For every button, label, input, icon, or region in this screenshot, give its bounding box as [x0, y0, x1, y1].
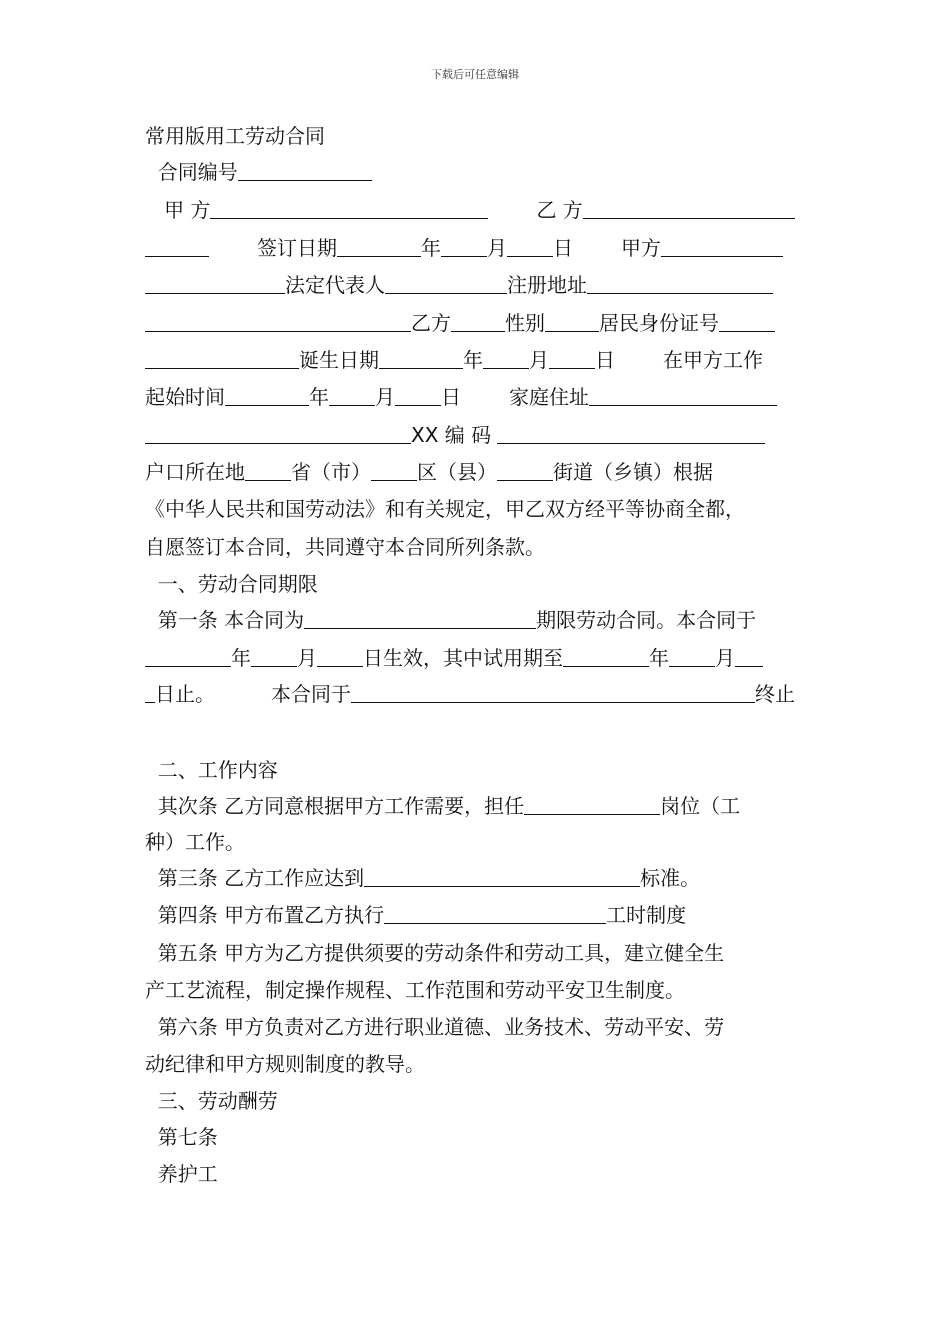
birth-day-field[interactable] — [549, 348, 595, 369]
legal-rep-line — [145, 273, 807, 297]
party-b-label-2: 乙方 — [411, 311, 451, 335]
contract-number-line — [145, 160, 807, 184]
contract-number-field[interactable] — [238, 160, 372, 181]
article-5-cont: 产工艺流程，制定操作规程、工作范围和劳动平安卫生制度。 — [145, 978, 685, 1002]
contract-number-label: 合同编号 — [157, 160, 238, 184]
reg-address-field[interactable] — [587, 273, 773, 294]
working-hours-field[interactable] — [384, 903, 606, 924]
hukou-label: 户口所在地 — [145, 460, 245, 484]
birth-date-line — [145, 348, 807, 372]
article-6-cont: 动纪律和甲方规则制度的教导。 — [145, 1052, 425, 1076]
province-field[interactable] — [245, 460, 291, 481]
page-header: 下载后可任意编辑 — [431, 68, 519, 81]
district-field[interactable] — [371, 460, 417, 481]
article-6-line: 第六条 甲方负责对乙方进行职业道德、业务技术、劳动平安、劳 — [157, 1015, 725, 1039]
party-b-label: 乙 方 — [536, 198, 583, 222]
postcode-field[interactable] — [497, 423, 765, 444]
sign-date-label: 签订日期 — [257, 236, 337, 260]
postcode-label: XX 编 码 — [411, 423, 492, 447]
effective-month-field[interactable] — [251, 646, 297, 667]
probation-month-field[interactable] — [669, 646, 715, 667]
district-label: 区（县） — [417, 460, 497, 484]
effective-year-field[interactable] — [145, 646, 231, 667]
party-b-name-field[interactable] — [451, 311, 505, 332]
maintenance-line: 养护工 — [157, 1162, 218, 1186]
start-month-field[interactable] — [329, 385, 375, 406]
home-address-label: 家庭住址 — [509, 385, 589, 409]
article-5-line: 第五条 甲方为乙方提供须要的劳动条件和劳动工具，建立健全生 — [157, 941, 725, 965]
work-start-label: 在甲方工作 — [663, 348, 763, 372]
party-a-field-2[interactable] — [661, 236, 783, 257]
legal-rep-field[interactable] — [385, 273, 507, 294]
article-2-cont: 种）工作。 — [145, 830, 245, 854]
article-2-line: 其次条 乙方同意根据甲方工作需要，担任 岗位（工 — [157, 794, 741, 818]
article-1-end-line: 日止。 本合同于 终止 — [145, 682, 807, 706]
start-time-line — [145, 385, 807, 409]
section-heading-1: 一、劳动合同期限 — [157, 572, 318, 596]
section-heading-2: 二、工作内容 — [157, 758, 278, 782]
id-number-label: 居民身份证号 — [599, 311, 719, 335]
sign-month-field[interactable] — [441, 236, 487, 257]
day-label: 日 — [553, 236, 573, 260]
month-label: 月 — [529, 348, 549, 372]
party-b-info-line — [145, 311, 807, 335]
province-label: 省（市） — [291, 460, 371, 484]
sign-date-line — [145, 236, 807, 260]
day-label: 日 — [595, 348, 615, 372]
gender-field[interactable] — [545, 311, 599, 332]
party-b-field[interactable] — [583, 198, 795, 219]
probation-year-field[interactable] — [563, 646, 649, 667]
home-address-field[interactable] — [589, 385, 777, 406]
probation-day-field[interactable] — [735, 646, 763, 667]
reg-address-label: 注册地址 — [507, 273, 587, 297]
year-label: 年 — [309, 385, 329, 409]
year-label: 年 — [463, 348, 483, 372]
day-label: 日 — [441, 385, 461, 409]
postcode-line — [145, 423, 807, 447]
parties-line — [145, 198, 807, 222]
article-1-dates-line: 年 月 日生效，其中试用期至 年 月 — [145, 646, 807, 670]
street-label: 街道（乡镇）根据 — [553, 460, 713, 484]
birth-month-field[interactable] — [483, 348, 529, 369]
article-4-line: 第四条 甲方布置乙方执行 工时制度 — [157, 903, 687, 927]
party-a-field-2-cont[interactable] — [145, 273, 285, 294]
home-address-field-cont[interactable] — [145, 423, 411, 444]
preamble-line-2: 自愿签订本合同，共同遵守本合同所列条款。 — [145, 535, 545, 559]
reg-address-field-cont[interactable] — [145, 311, 411, 332]
work-standard-field[interactable] — [364, 866, 640, 887]
start-year-field[interactable] — [225, 385, 309, 406]
sign-day-field[interactable] — [507, 236, 553, 257]
month-label: 月 — [487, 236, 507, 260]
start-day-field[interactable] — [395, 385, 441, 406]
preamble-line-1: 《中华人民共和国劳动法》和有关规定，甲乙双方经平等协商全都， — [145, 497, 745, 521]
party-a-label: 甲 方 — [164, 198, 211, 222]
party-a-field[interactable] — [210, 198, 488, 219]
contract-term-field[interactable] — [304, 608, 536, 629]
termination-field[interactable] — [351, 682, 755, 703]
position-field[interactable] — [524, 794, 660, 815]
start-time-label: 起始时间 — [145, 385, 225, 409]
year-label: 年 — [421, 236, 441, 260]
article-1-line: 第一条 本合同为 期限劳动合同。本合同于 — [157, 608, 757, 632]
month-label: 月 — [375, 385, 395, 409]
legal-rep-label: 法定代表人 — [285, 273, 385, 297]
id-number-field-cont[interactable] — [145, 348, 299, 369]
section-heading-3: 三、劳动酬劳 — [157, 1089, 278, 1113]
article-7-line: 第七条 — [157, 1125, 218, 1149]
party-a-label-2: 甲方 — [621, 236, 661, 260]
article-3-line: 第三条 乙方工作应达到 标准。 — [157, 866, 701, 890]
sign-year-field[interactable] — [337, 236, 421, 257]
probation-day-field-cont[interactable] — [145, 682, 155, 703]
id-number-field[interactable] — [719, 311, 775, 332]
birth-date-label: 诞生日期 — [299, 348, 379, 372]
street-field[interactable] — [497, 460, 553, 481]
contract-title: 常用版用工劳动合同 — [145, 124, 325, 148]
effective-day-field[interactable] — [317, 646, 363, 667]
birth-year-field[interactable] — [379, 348, 463, 369]
party-b-field-cont[interactable] — [145, 236, 209, 257]
gender-label: 性别 — [505, 311, 545, 335]
hukou-line — [145, 460, 807, 484]
